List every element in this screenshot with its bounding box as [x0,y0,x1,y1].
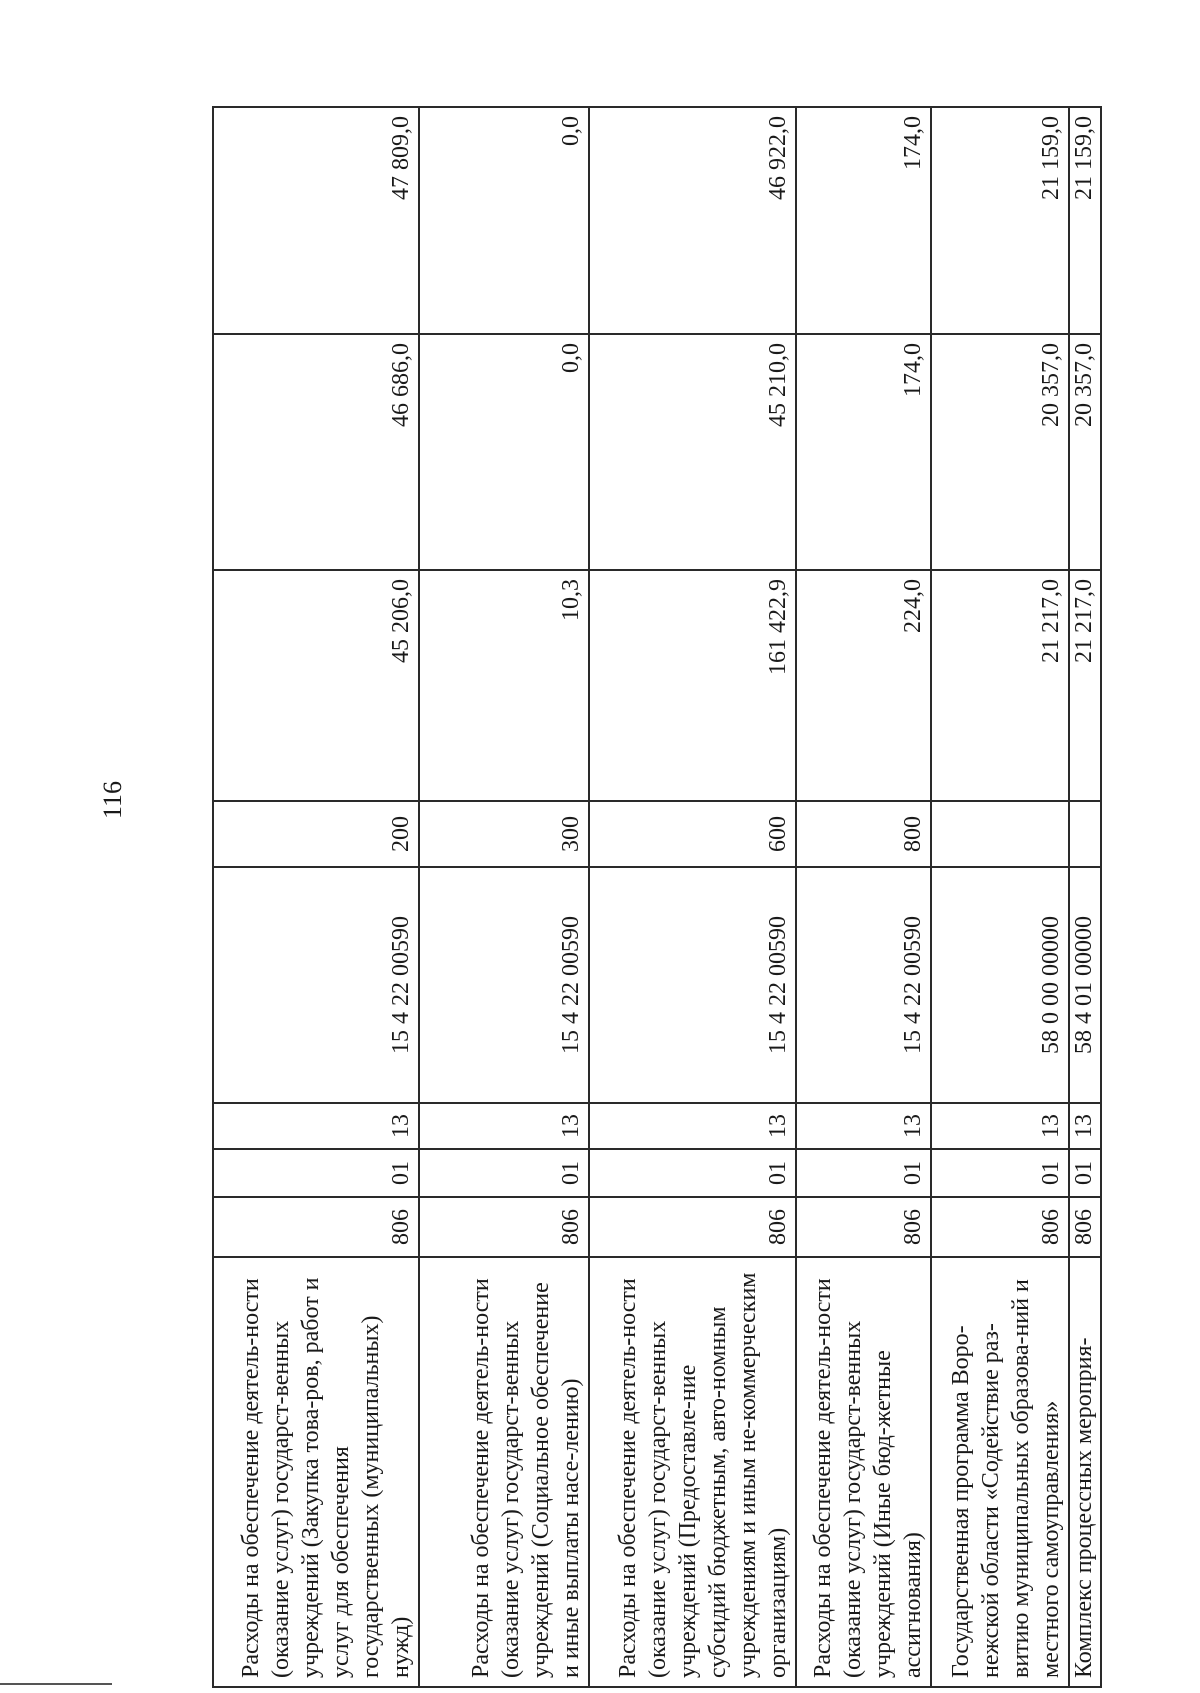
table-row [589,107,796,1687]
amount-year-3: 0,0 [419,107,588,334]
section-code: 01 [419,1149,588,1197]
budget-table-rotated [212,108,1102,1688]
expense-type-code: 200 [213,801,419,867]
budget-table [212,106,1102,1688]
expense-type-code [931,801,1070,867]
subsection-code: 13 [931,1103,1070,1149]
table-row [213,107,419,1687]
amount-year-3: 21 159,0 [931,107,1070,334]
page-number: 116 [98,780,127,820]
target-article-code: 58 0 00 00000 [931,867,1070,1103]
amount-year-3: 174,0 [796,107,930,334]
amount-year-3: 21 159,0 [1069,107,1101,334]
grbs-code: 806 [931,1197,1070,1257]
amount-year-2: 20 357,0 [1069,334,1101,570]
row-description: Расходы на обеспечение деятель-ности (оказание услуг) государст-венных учреждений (Иные бюд-жетные ассигнования) [796,1257,930,1687]
amount-year-1: 21 217,0 [1069,570,1101,801]
expense-type-code: 800 [796,801,930,867]
table-row [796,107,930,1687]
amount-year-3: 46 922,0 [589,107,796,334]
amount-year-2: 174,0 [796,334,930,570]
section-code: 01 [213,1149,419,1197]
target-article-code: 15 4 22 00590 [796,867,930,1103]
subsection-code: 13 [213,1103,419,1149]
expense-type-code: 600 [589,801,796,867]
table-row [419,107,588,1687]
subsection-code: 13 [796,1103,930,1149]
amount-year-1: 45 206,0 [213,570,419,801]
grbs-code: 806 [796,1197,930,1257]
margin-stroke [0,1683,112,1685]
subsection-code: 13 [1069,1103,1101,1149]
table-row [1069,107,1101,1687]
budget-table-container [212,108,1102,1688]
row-description: Государственная программа Воро-нежской области «Содействие раз-витию муниципальных образова-ний и местного самоуправления» [931,1257,1070,1687]
target-article-code: 15 4 22 00590 [419,867,588,1103]
grbs-code: 806 [213,1197,419,1257]
row-description: Комплекс процессных мероприя- [1069,1257,1101,1687]
grbs-code: 806 [589,1197,796,1257]
amount-year-1: 10,3 [419,570,588,801]
subsection-code: 13 [589,1103,796,1149]
amount-year-2: 46 686,0 [213,334,419,570]
grbs-code: 806 [419,1197,588,1257]
expense-type-code: 300 [419,801,588,867]
amount-year-2: 0,0 [419,334,588,570]
amount-year-1: 21 217,0 [931,570,1070,801]
table-row [931,107,1070,1687]
target-article-code: 58 4 01 00000 [1069,867,1101,1103]
expense-type-code [1069,801,1101,867]
amount-year-1: 161 422,9 [589,570,796,801]
target-article-code: 15 4 22 00590 [213,867,419,1103]
row-description: Расходы на обеспечение деятель-ности (оказание услуг) государст-венных учреждений (Социальное обеспечение и иные выплаты насе-лению) [419,1257,588,1687]
section-code: 01 [1069,1149,1101,1197]
amount-year-2: 45 210,0 [589,334,796,570]
row-description: Расходы на обеспечение деятель-ности (оказание услуг) государст-венных учреждений (Предоставле-ние субсидий бюджетным, авто-номным учреждениям и иным не-коммерческим организациям) [589,1257,796,1687]
amount-year-1: 224,0 [796,570,930,801]
section-code: 01 [796,1149,930,1197]
row-description: Расходы на обеспечение деятель-ности (оказание услуг) государст-венных учреждений (Закупка това-ров, работ и услуг для обеспечения государственных (муниципальных) нужд) [213,1257,419,1687]
subsection-code: 13 [419,1103,588,1149]
section-code: 01 [931,1149,1070,1197]
target-article-code: 15 4 22 00590 [589,867,796,1103]
grbs-code: 806 [1069,1197,1101,1257]
section-code: 01 [589,1149,796,1197]
amount-year-3: 47 809,0 [213,107,419,334]
amount-year-2: 20 357,0 [931,334,1070,570]
